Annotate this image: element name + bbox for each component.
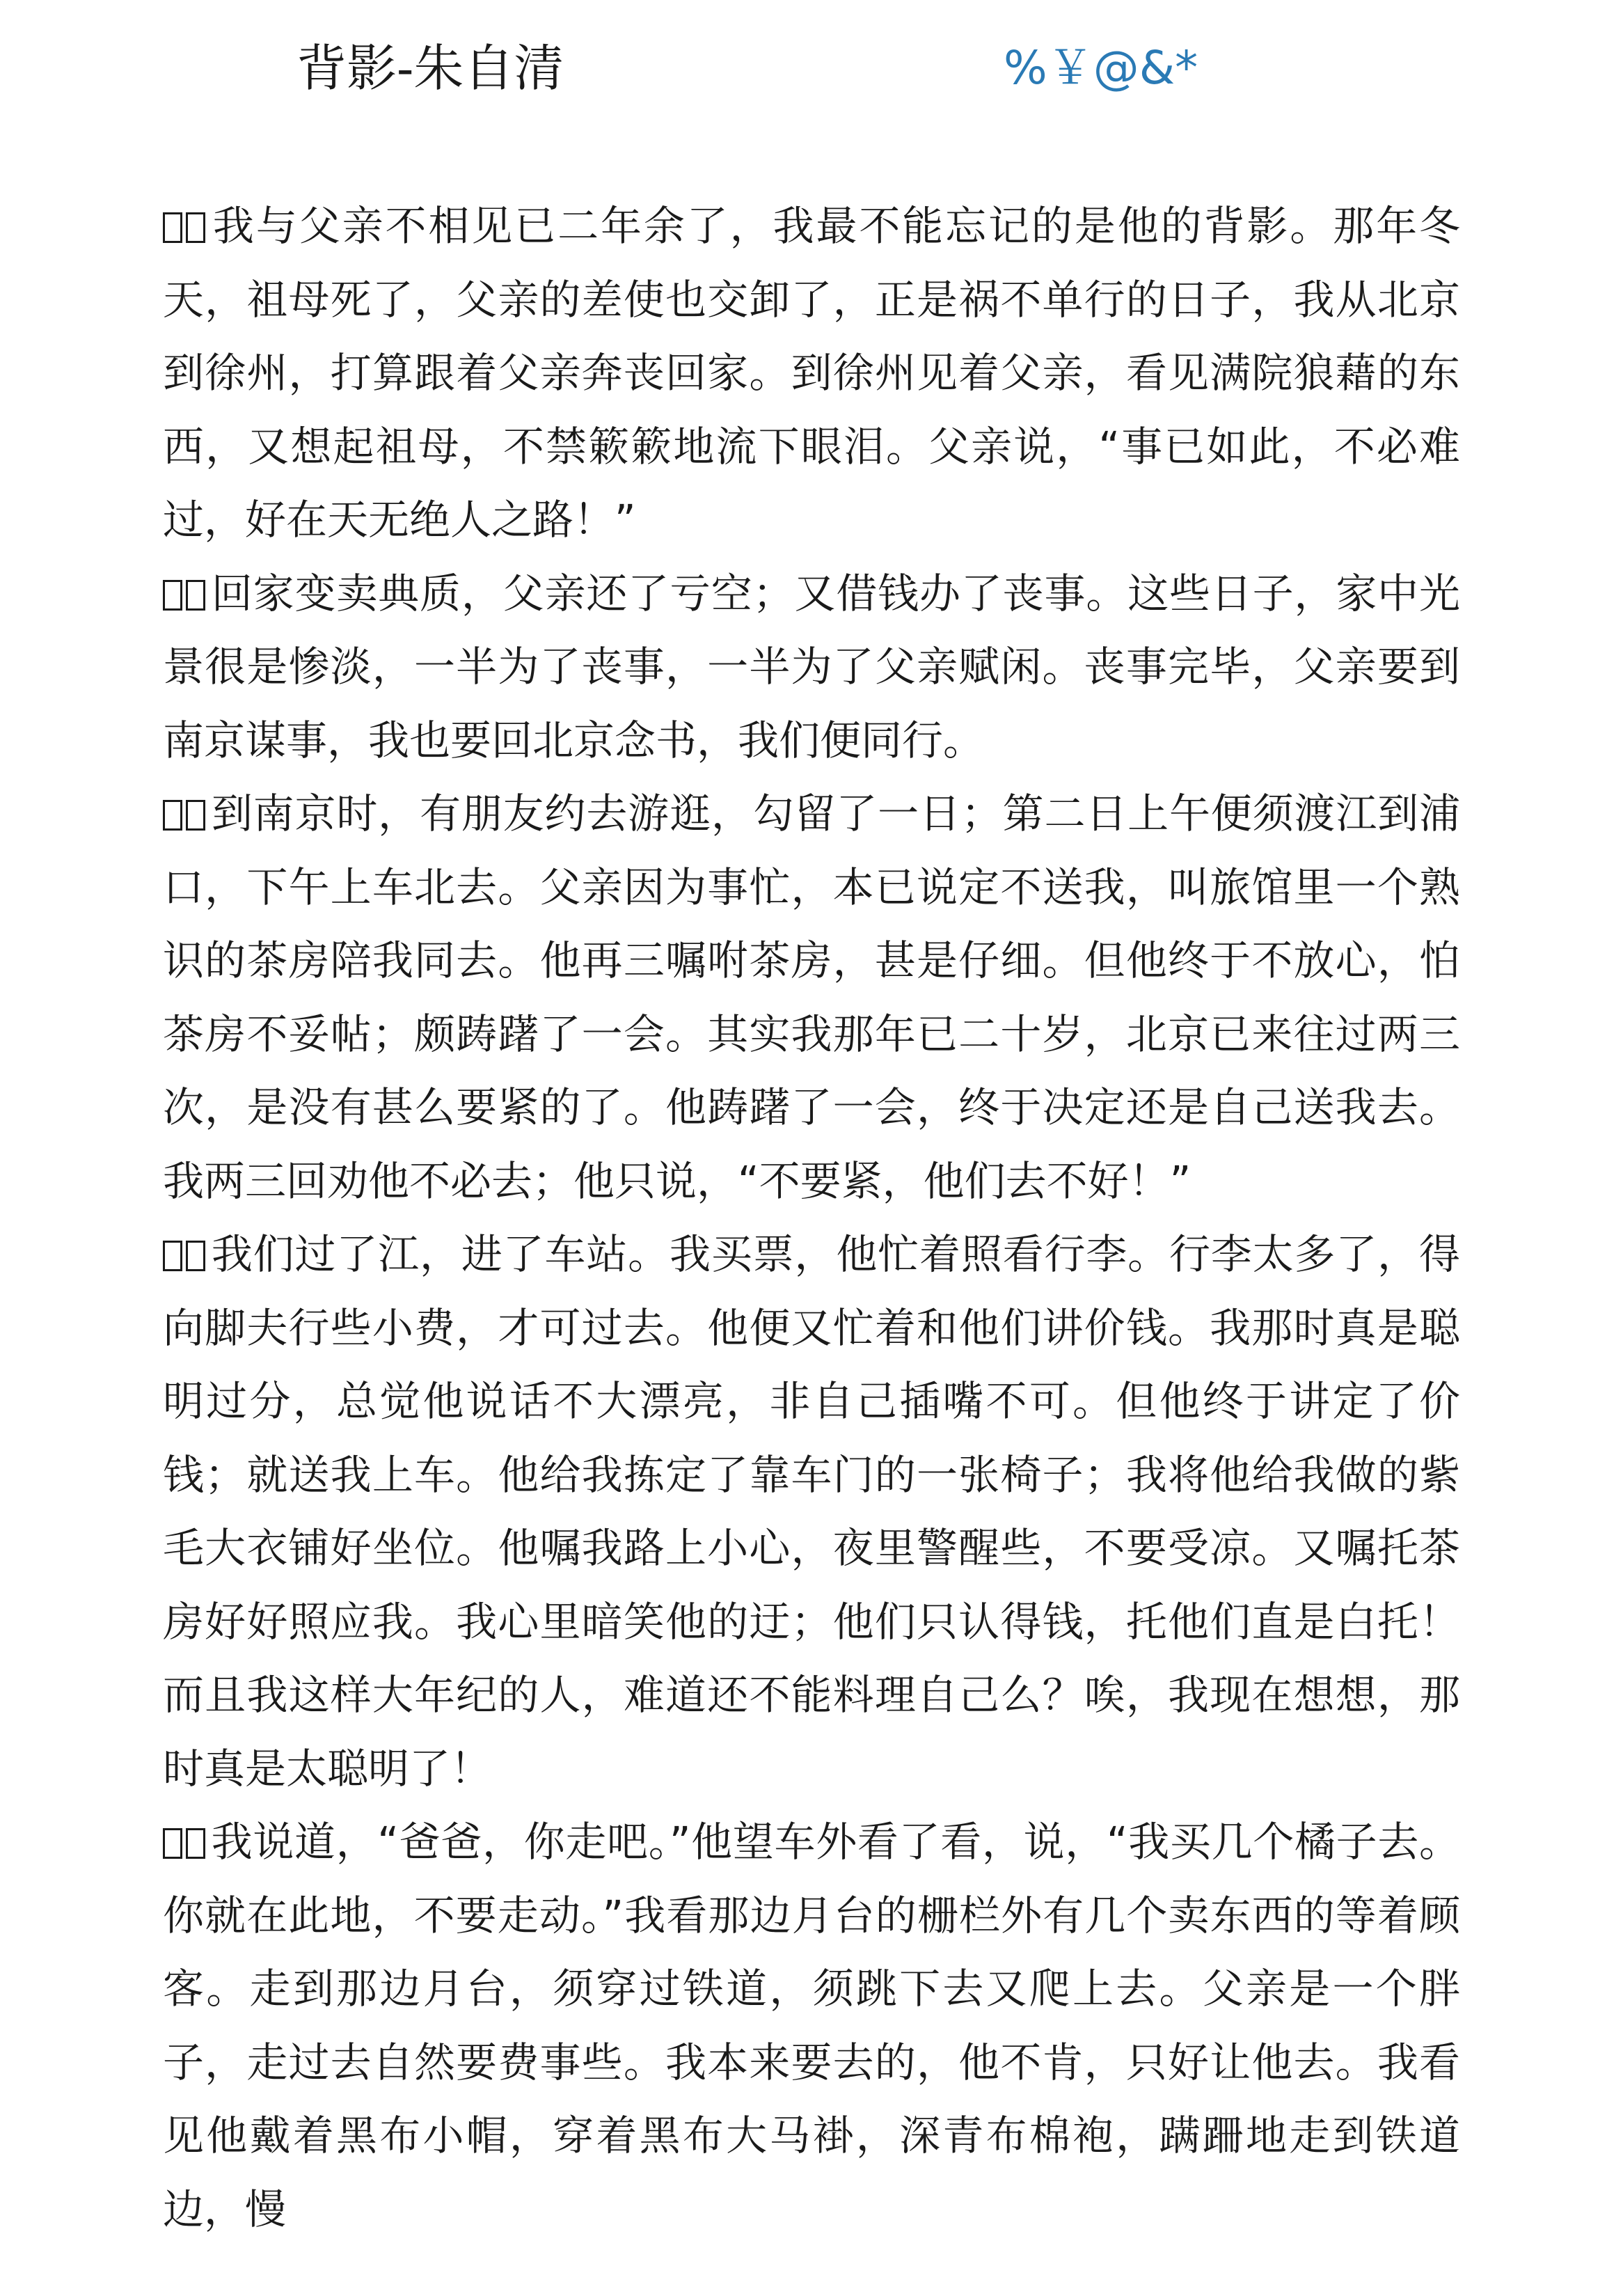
document-title: 背影-朱自清 [296, 39, 564, 97]
paragraph-5 [163, 1805, 1460, 2246]
header-symbols: %￥@&* [1004, 41, 1198, 95]
missing-glyph-box [186, 1241, 205, 1271]
missing-glyph-box [163, 800, 182, 831]
missing-glyph-box [186, 580, 205, 611]
missing-glyph-box [186, 1828, 205, 1859]
paragraph-2 [163, 557, 1460, 778]
paragraph-3 [163, 777, 1460, 1218]
missing-glyph-box [163, 1828, 182, 1859]
paragraph-text: 我们过了江，进了车站。我买票，他忙着照看行李。行李太多了，得向脚夫行些小费，才可过去。他便又忙着和他们讲价钱。我那时真是聪明过分，总觉他说话不大漂亮，非自己插嘴不可。但他终于讲定了价钱；就送我上车。他给我拣定了靠车门的一张椅子；我将他给我做的紫毛大衣铺好坐位。他嘱我路上小心，夜里警醒些，不要受凉。又嘱托茶房好好照应我。我心里暗笑他的迂；他们只认得钱，托他们直是白托！而且我这样大年纪的人，难道还不能料理自己么？唉，我现在想想，那时真是太聪明了！ [163, 1230, 1460, 1793]
paragraph-text: 我说道，“爸爸，你走吧。”他望车外看了看，说，“我买几个橘子去。你就在此地，不要走动。”我看那边月台的栅栏外有几个卖东西的等着顾客。走到那边月台，须穿过铁道，须跳下去又爬上去。父亲是一个胖子，走过去自然要费事些。我本来要去的，他不肯，只好让他去。我看见他戴着黑布小帽，穿着黑布大马褂，深青布棉袍，蹒跚地走到铁道边，慢 [163, 1818, 1460, 2233]
article-body [163, 189, 1460, 2246]
missing-glyph-box [163, 1241, 182, 1271]
missing-glyph-box [163, 212, 182, 243]
paragraph-4 [163, 1218, 1460, 1805]
paragraph-text: 我与父亲不相见已二年余了，我最不能忘记的是他的背影。那年冬天，祖母死了，父亲的差使也交卸了，正是祸不单行的日子，我从北京到徐州，打算跟着父亲奔丧回家。到徐州见着父亲，看见满院狼藉的东西，又想起祖母，不禁簌簌地流下眼泪。父亲说，“事已如此，不必难过，好在天无绝人之路！” [163, 202, 1460, 544]
paragraph-text: 回家变卖典质，父亲还了亏空；又借钱办了丧事。这些日子，家中光景很是惨淡，一半为了丧事，一半为了父亲赋闲。丧事完毕，父亲要到南京谋事，我也要回北京念书，我们便同行。 [163, 569, 1460, 764]
paragraph-text: 到南京时，有朋友约去游逛，勾留了一日；第二日上午便须渡江到浦口，下午上车北去。父亲因为事忙，本已说定不送我，叫旅馆里一个熟识的茶房陪我同去。他再三嘱咐茶房，甚是仔细。但他终于不放心，怕茶房不妥帖；颇踌躇了一会。其实我那年已二十岁，北京已来往过两三次，是没有甚么要紧的了。他踌躇了一会，终于决定还是自己送我去。我两三回劝他不必去；他只说，“不要紧，他们去不好！” [163, 789, 1460, 1205]
missing-glyph-box [186, 800, 205, 831]
paragraph-1 [163, 189, 1460, 557]
missing-glyph-box [186, 212, 205, 243]
missing-glyph-box [163, 580, 182, 611]
